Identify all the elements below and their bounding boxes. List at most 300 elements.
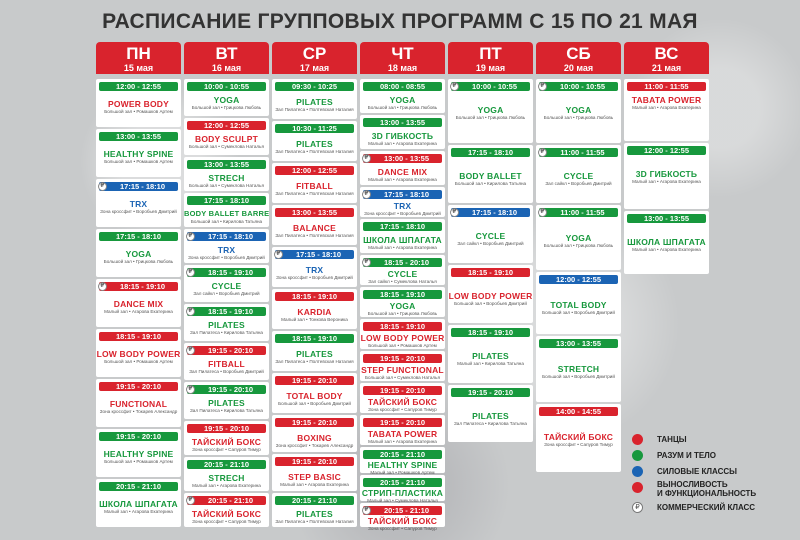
class-name: CYCLE — [475, 231, 506, 241]
class-name: YOGA — [389, 301, 416, 311]
class-name: TABATA POWER — [631, 95, 702, 105]
commercial-class-icon: ₽ — [98, 182, 107, 191]
class-time — [539, 148, 618, 157]
class-name: STRETCH — [557, 364, 600, 374]
class-time: 09:30 - 10:25 — [275, 82, 354, 91]
class-card[interactable] — [272, 121, 357, 161]
class-room: Зона кроссфит • Токарев Александр — [275, 443, 354, 448]
class-time: 10:30 - 11:25 — [275, 124, 354, 133]
commercial-class-icon: ₽ — [362, 190, 371, 199]
class-card[interactable] — [184, 457, 269, 491]
class-name: 3D ГИБКОСТЬ — [371, 131, 434, 141]
class-card[interactable] — [360, 151, 445, 185]
class-room: Большой зал • Кирилова Татьяна — [454, 181, 527, 186]
class-card[interactable] — [184, 265, 269, 302]
class-time: 18:15 - 19:10 — [451, 328, 530, 337]
legend-label — [657, 480, 756, 498]
day-column-mon — [96, 42, 181, 528]
class-name: PILATES — [472, 351, 509, 361]
class-time: 17:15 - 18:10 — [451, 148, 530, 157]
class-time: 14:00 - 14:55 — [539, 407, 618, 416]
class-card[interactable] — [96, 329, 181, 377]
class-card[interactable] — [96, 479, 181, 527]
class-time-text: 17:15 - 18:10 — [207, 232, 254, 241]
red-dot-icon — [632, 434, 643, 445]
class-time: 12:00 - 12:55 — [627, 146, 706, 155]
class-time-text: 19:15 - 20:10 — [207, 346, 254, 355]
class-name: FITBALL — [208, 359, 245, 369]
class-card[interactable] — [272, 373, 357, 413]
class-name: TOTAL BODY — [550, 300, 607, 310]
class-card[interactable] — [96, 229, 181, 277]
legend-item-mind-body — [632, 450, 800, 462]
class-time: 19:15 - 20:10 — [275, 418, 354, 427]
class-time: 19:15 - 20:10 — [99, 382, 178, 391]
class-time: 18:15 - 19:10 — [99, 332, 178, 341]
class-card[interactable] — [96, 179, 181, 227]
class-time-text: 18:15 - 19:10 — [207, 307, 254, 316]
class-card[interactable] — [448, 205, 533, 263]
class-name: TRX — [393, 201, 412, 211]
class-time — [99, 282, 178, 291]
blue-dot-icon — [632, 466, 643, 477]
day-column-tue — [184, 42, 269, 528]
legend-label-line2: И ФУНКЦИОНАЛЬНОСТЬ — [657, 489, 757, 498]
class-time — [363, 506, 442, 515]
class-card[interactable] — [536, 336, 621, 402]
class-room: Малый зал • Агарова Екатерина — [632, 105, 701, 110]
class-name: CYCLE — [211, 281, 242, 291]
class-name: HEALTHY SPINE — [103, 149, 174, 159]
class-card[interactable] — [536, 272, 621, 334]
class-time-text: 20:15 - 21:10 — [207, 496, 254, 505]
class-name: DANCE MIX — [377, 167, 428, 177]
class-card[interactable] — [184, 157, 269, 191]
class-name: PILATES — [208, 320, 245, 330]
commercial-class-icon: ₽ — [186, 268, 195, 277]
class-room: Большой зал • Ромашков Артем — [104, 359, 173, 364]
commercial-class-icon: ₽ — [186, 232, 195, 241]
class-name: LOW BODY POWER — [96, 349, 181, 359]
legend-item-dance — [632, 434, 800, 446]
class-name: BODY BALLET BARRE — [184, 209, 270, 218]
class-name: LOW BODY POWER — [448, 291, 533, 301]
green-dot-icon — [632, 450, 643, 461]
class-name: PILATES — [296, 97, 333, 107]
class-name: TOTAL BODY — [286, 391, 343, 401]
class-name: ШКОЛА ШПАГАТА — [363, 235, 442, 245]
class-name: STRECH — [208, 473, 245, 483]
class-time-text: 10:00 - 10:55 — [471, 82, 518, 91]
class-card[interactable] — [360, 415, 445, 445]
class-room: Большой зал • Ромашков Артем — [104, 159, 173, 164]
class-time-text: 17:15 - 18:10 — [383, 190, 430, 199]
class-name: FUNCTIONAL — [109, 399, 168, 409]
class-name: STRECH — [208, 173, 245, 183]
class-name: ШКОЛА ШПАГАТА — [627, 237, 706, 247]
class-card[interactable] — [448, 79, 533, 143]
day-header-fri — [448, 42, 533, 74]
class-room: Большой зал • Грицкова Любовь — [103, 259, 174, 264]
class-card[interactable] — [624, 211, 709, 274]
class-time: 18:15 - 19:10 — [363, 322, 442, 331]
class-name: BODY SCULPT — [195, 134, 258, 144]
class-time-text: 20:15 - 21:10 — [383, 506, 430, 515]
commercial-class-icon: ₽ — [98, 282, 107, 291]
legend-item-endurance — [632, 482, 800, 498]
day-name: СР — [302, 44, 327, 63]
class-time: 20:15 - 21:10 — [363, 478, 442, 487]
class-name: HEALTHY SPINE — [103, 449, 174, 459]
commercial-class-icon: ₽ — [186, 307, 195, 316]
day-date: 18 мая — [387, 63, 418, 73]
class-card[interactable] — [96, 129, 181, 177]
class-name: ТАЙСКИЙ БОКС — [367, 397, 438, 407]
day-header-mon — [96, 42, 181, 74]
class-card[interactable] — [184, 229, 269, 263]
day-column-sat — [536, 42, 621, 472]
class-card[interactable] — [96, 279, 181, 327]
class-name: TRX — [217, 245, 236, 255]
class-name: CYCLE — [387, 269, 418, 279]
class-name: KARDIA — [297, 307, 332, 317]
class-time — [275, 250, 354, 259]
class-time: 19:15 - 20:10 — [363, 418, 442, 427]
class-card[interactable] — [184, 304, 269, 341]
legend-label: ТАНЦЫ — [657, 435, 687, 444]
class-card[interactable] — [272, 415, 357, 452]
class-card[interactable] — [272, 79, 357, 119]
class-room: Зал Пилатеса • Полтевская Наталия — [275, 191, 354, 196]
class-name: TABATA POWER — [367, 429, 438, 439]
class-time: 19:15 - 20:10 — [187, 424, 266, 433]
commercial-class-icon: ₽ — [450, 82, 459, 91]
class-name: ТАЙСКИЙ БОКС — [191, 509, 262, 519]
class-time: 13:00 - 13:55 — [187, 160, 266, 169]
class-name: YOGA — [477, 105, 504, 115]
class-card[interactable] — [360, 319, 445, 349]
class-time-text: 18:15 - 19:10 — [207, 268, 254, 277]
class-card[interactable] — [360, 447, 445, 473]
class-time: 08:00 - 08:55 — [363, 82, 442, 91]
class-name: POWER BODY — [107, 99, 170, 109]
class-name: LOW BODY POWER — [360, 333, 445, 343]
class-time: 18:15 - 19:10 — [275, 334, 354, 343]
class-name: YOGA — [125, 249, 152, 259]
class-card[interactable] — [272, 247, 357, 287]
day-name: ПН — [126, 44, 151, 63]
day-date: 19 мая — [475, 63, 506, 73]
class-name: YOGA — [565, 233, 592, 243]
class-time: 19:15 - 20:10 — [363, 354, 442, 363]
class-room: Малый зал • Тонкова Вероника — [281, 317, 348, 322]
class-card[interactable] — [360, 255, 445, 285]
class-time: 13:00 - 13:55 — [275, 208, 354, 217]
legend-label: СИЛОВЫЕ КЛАССЫ — [657, 467, 737, 476]
day-column-wed — [272, 42, 357, 528]
class-room: Малый зал • Сумеклова Наталья — [367, 498, 438, 503]
day-name: СБ — [566, 44, 591, 63]
class-time — [539, 82, 618, 91]
class-room: Малый зал • Агарова Екатерина — [104, 509, 173, 514]
class-time-text: 10:00 - 10:55 — [559, 82, 606, 91]
class-card[interactable] — [184, 79, 269, 116]
class-room: Зона кроссфит • Сапуров Тимур — [368, 526, 437, 531]
class-card[interactable] — [360, 351, 445, 381]
class-name: ТАЙСКИЙ БОКС — [191, 437, 262, 447]
class-time-text: 19:15 - 20:10 — [207, 385, 254, 394]
class-time-text: 18:15 - 19:10 — [119, 282, 166, 291]
day-header-wed — [272, 42, 357, 74]
class-room: Зал сайкл • Воробьев Дмитрий — [457, 241, 524, 246]
day-name: ВТ — [215, 44, 238, 63]
class-time — [99, 182, 178, 191]
class-time — [363, 154, 442, 163]
class-time — [451, 208, 530, 217]
class-room: Зал Пилатеса • Полтевская Наталия — [275, 233, 354, 238]
class-time: 13:00 - 13:55 — [363, 118, 442, 127]
day-header-sat — [536, 42, 621, 74]
class-room: Зона кроссфит • Сапуров Тимур — [192, 447, 261, 452]
class-room: Зал Пилатеса • Кирилова Татьяна — [454, 421, 527, 426]
class-card[interactable] — [96, 429, 181, 477]
class-card[interactable] — [360, 219, 445, 253]
class-room: Зона кроссфит • Сапуров Тимур — [368, 407, 437, 412]
class-room: Зал Пилатеса • Полтевская Наталия — [275, 107, 354, 112]
class-name: BOXING — [297, 433, 332, 443]
class-card[interactable] — [272, 163, 357, 203]
class-room: Малый зал • Агарова Екатерина — [368, 141, 437, 146]
class-time: 18:15 - 19:10 — [275, 292, 354, 301]
class-name: YOGA — [389, 95, 416, 105]
class-time: 10:00 - 10:55 — [187, 82, 266, 91]
class-name: ТАЙСКИЙ БОКС — [543, 432, 614, 442]
class-card[interactable] — [448, 325, 533, 383]
day-date: 16 мая — [211, 63, 242, 73]
class-card[interactable] — [360, 115, 445, 149]
class-time — [451, 82, 530, 91]
day-column-sun — [624, 42, 709, 274]
class-card[interactable] — [184, 382, 269, 419]
class-name: YOGA — [213, 95, 240, 105]
class-card[interactable] — [448, 145, 533, 203]
day-name: ВС — [654, 44, 679, 63]
day-header-tue — [184, 42, 269, 74]
page-title: РАСПИСАНИЕ ГРУППОВЫХ ПРОГРАММ С 15 ПО 21 МАЯ — [102, 10, 698, 33]
class-card[interactable] — [184, 421, 269, 455]
class-room: Большой зал • Кирилова Татьяна — [190, 219, 263, 224]
class-name: STEP BASIC — [288, 472, 341, 482]
class-time-text: 17:15 - 18:10 — [471, 208, 518, 217]
class-room: Зона кроссфит • Воробьев Дмитрий — [188, 255, 265, 260]
day-column-fri — [448, 42, 533, 442]
class-name: BALANCE — [293, 223, 336, 233]
class-room: Большой зал • Грицкова Любовь — [191, 105, 262, 110]
class-name: DANCE MIX — [113, 299, 164, 309]
class-name: HEALTHY SPINE — [367, 460, 438, 470]
class-name: PILATES — [296, 349, 333, 359]
class-card[interactable] — [360, 79, 445, 113]
class-room: Большой зал • Грицкова Любовь — [543, 243, 614, 248]
class-time: 12:00 - 12:55 — [539, 275, 618, 284]
class-name: CYCLE — [563, 171, 594, 181]
class-name: ШКОЛА ШПАГАТА — [99, 499, 178, 509]
legend-item-strength — [632, 466, 800, 478]
class-time: 20:15 - 21:10 — [99, 482, 178, 491]
class-card[interactable] — [96, 79, 181, 127]
class-time — [363, 190, 442, 199]
class-room: Большой зал • Грицкова Любовь — [367, 105, 438, 110]
class-card[interactable] — [184, 193, 269, 227]
class-room: Большой зал • Грицкова Любовь — [367, 311, 438, 316]
legend-label-line1: ВЫНОСЛИВОСТЬ — [657, 480, 728, 489]
class-room: Большой зал • Воробьев Дмитрий — [278, 401, 351, 406]
class-room: Малый зал • Агарова Екатерина — [632, 247, 701, 252]
class-time: 13:00 - 13:55 — [539, 339, 618, 348]
class-room: Большой зал • Ромашков Артем — [368, 343, 437, 348]
class-time: 13:00 - 13:55 — [627, 214, 706, 223]
class-name: TRX — [129, 199, 148, 209]
day-date: 15 мая — [123, 63, 154, 73]
class-room: Зона кроссфит • Сапуров Тимур — [544, 442, 613, 447]
class-time — [363, 258, 442, 267]
class-card[interactable] — [96, 379, 181, 427]
class-room: Большой зал • Ромашков Артем — [104, 109, 173, 114]
class-room: Большой зал • Воробьев Дмитрий — [454, 301, 527, 306]
class-name: FITBALL — [296, 181, 333, 191]
commercial-class-icon: ₽ — [362, 506, 371, 515]
class-room: Зал Пилатеса • Полтевская Наталия — [275, 519, 354, 524]
class-name: PILATES — [472, 411, 509, 421]
class-room: Зона кроссфит • Воробьев Дмитрий — [276, 275, 353, 280]
commercial-class-icon: ₽ — [186, 496, 195, 505]
class-card[interactable] — [448, 385, 533, 442]
class-card[interactable] — [272, 289, 357, 329]
class-time: 19:15 - 20:10 — [275, 376, 354, 385]
commercial-class-icon: ₽ — [538, 148, 547, 157]
class-room: Зона кроссфит • Воробьев Дмитрий — [364, 211, 441, 216]
class-time: 12:00 - 12:55 — [187, 121, 266, 130]
class-time — [187, 496, 266, 505]
class-room: Зал сайкл • Сумеклова Наталья — [368, 279, 437, 284]
legend-label: РАЗУМ И ТЕЛО — [657, 451, 717, 460]
legend-item-commercial — [632, 502, 800, 514]
class-room: Малый зал • Агарова Екатерина — [368, 177, 437, 182]
class-time-text: 13:00 - 13:55 — [383, 154, 430, 163]
class-card[interactable] — [360, 187, 445, 217]
class-room: Зона кроссфит • Токарев Александр — [99, 409, 178, 414]
class-time-text: 17:15 - 18:10 — [295, 250, 342, 259]
class-time: 20:15 - 21:10 — [363, 450, 442, 459]
commercial-class-icon: ₽ — [186, 385, 195, 394]
class-room: Малый зал • Ромашков Артем — [370, 470, 435, 475]
class-room: Зал сайкл • Воробьев Дмитрий — [193, 291, 260, 296]
class-card[interactable] — [624, 79, 709, 141]
class-room: Большой зал • Сумеклова Наталья — [365, 375, 440, 380]
class-room: Зал Пилатеса • Кирилова Татьяна — [190, 408, 263, 413]
class-room: Зал Пилатеса • Воробьев Дмитрий — [189, 369, 264, 374]
commercial-class-icon: ₽ — [450, 208, 459, 217]
day-header-thu — [360, 42, 445, 74]
commercial-class-icon: ₽ — [274, 250, 283, 259]
day-name: ПТ — [479, 44, 502, 63]
class-room: Большой зал • Воробьев Дмитрий — [542, 374, 615, 379]
day-name: ЧТ — [391, 44, 414, 63]
class-card[interactable] — [184, 493, 269, 527]
class-time: 12:00 - 12:55 — [275, 166, 354, 175]
commercial-class-icon: ₽ — [538, 82, 547, 91]
class-time: 12:00 - 12:55 — [99, 82, 178, 91]
class-name: PILATES — [208, 398, 245, 408]
class-time — [187, 232, 266, 241]
class-card[interactable] — [184, 343, 269, 380]
class-card[interactable] — [272, 331, 357, 371]
class-name: PILATES — [296, 509, 333, 519]
class-name: 3D ГИБКОСТЬ — [635, 169, 698, 179]
class-time — [187, 385, 266, 394]
class-card[interactable] — [272, 454, 357, 491]
commercial-class-icon: ₽ — [362, 258, 371, 267]
legend — [632, 434, 800, 518]
class-time-text: 11:00 - 11:55 — [560, 148, 605, 157]
class-room: Малый зал • Агарова Екатерина — [280, 482, 349, 487]
class-name: TRX — [305, 265, 324, 275]
class-time: 11:00 - 11:55 — [627, 82, 706, 91]
class-room: Зал Пилатеса • Кирилова Татьяна — [190, 330, 263, 335]
commercial-class-icon: ₽ — [186, 346, 195, 355]
class-name: YOGA — [565, 105, 592, 115]
class-card[interactable] — [184, 118, 269, 155]
class-room: Зона кроссфит • Сапуров Тимур — [192, 519, 261, 524]
class-time-text: 18:15 - 20:10 — [383, 258, 430, 267]
class-card[interactable] — [360, 503, 445, 531]
class-time-text: 11:00 - 11:55 — [560, 208, 605, 217]
class-card[interactable] — [360, 475, 445, 501]
class-room: Малый зал • Агарова Екатерина — [632, 179, 701, 184]
class-room: Зал Пилатеса • Полтевская Наталия — [275, 149, 354, 154]
class-card[interactable] — [272, 205, 357, 245]
day-date: 17 мая — [299, 63, 330, 73]
commercial-class-icon: ₽ — [362, 154, 371, 163]
class-name: STEP FUNCTIONAL — [361, 365, 444, 375]
class-time: 20:15 - 21:10 — [275, 496, 354, 505]
class-time-text: 17:15 - 18:10 — [119, 182, 166, 191]
class-card[interactable] — [536, 404, 621, 472]
class-room: Зал сайкл • Воробьев Дмитрий — [545, 181, 612, 186]
class-card[interactable] — [624, 143, 709, 209]
class-room: Малый зал • Агарова Екатерина — [192, 483, 261, 488]
commercial-class-icon: ₽ — [632, 502, 643, 513]
class-room: Малый зал • Кирилова Татьяна — [457, 361, 524, 366]
class-card[interactable] — [272, 493, 357, 527]
class-time — [187, 346, 266, 355]
class-card[interactable] — [536, 79, 621, 143]
class-card[interactable] — [360, 383, 445, 413]
class-room: Большой зал • Воробьев Дмитрий — [542, 310, 615, 315]
class-name: ТАЙСКИЙ БОКС — [367, 516, 438, 526]
class-card[interactable] — [536, 205, 621, 270]
class-time — [187, 307, 266, 316]
class-room: Малый зал • Агарова Екатерина — [104, 309, 173, 314]
class-time: 13:00 - 13:55 — [99, 132, 178, 141]
class-time: 19:15 - 20:10 — [363, 386, 442, 395]
class-card[interactable] — [448, 265, 533, 323]
class-card[interactable] — [536, 145, 621, 203]
class-room: Большой зал • Грицкова Любовь — [543, 115, 614, 120]
class-card[interactable] — [360, 287, 445, 317]
class-time: 19:15 - 20:10 — [451, 388, 530, 397]
class-name: BODY BALLET — [459, 171, 522, 181]
